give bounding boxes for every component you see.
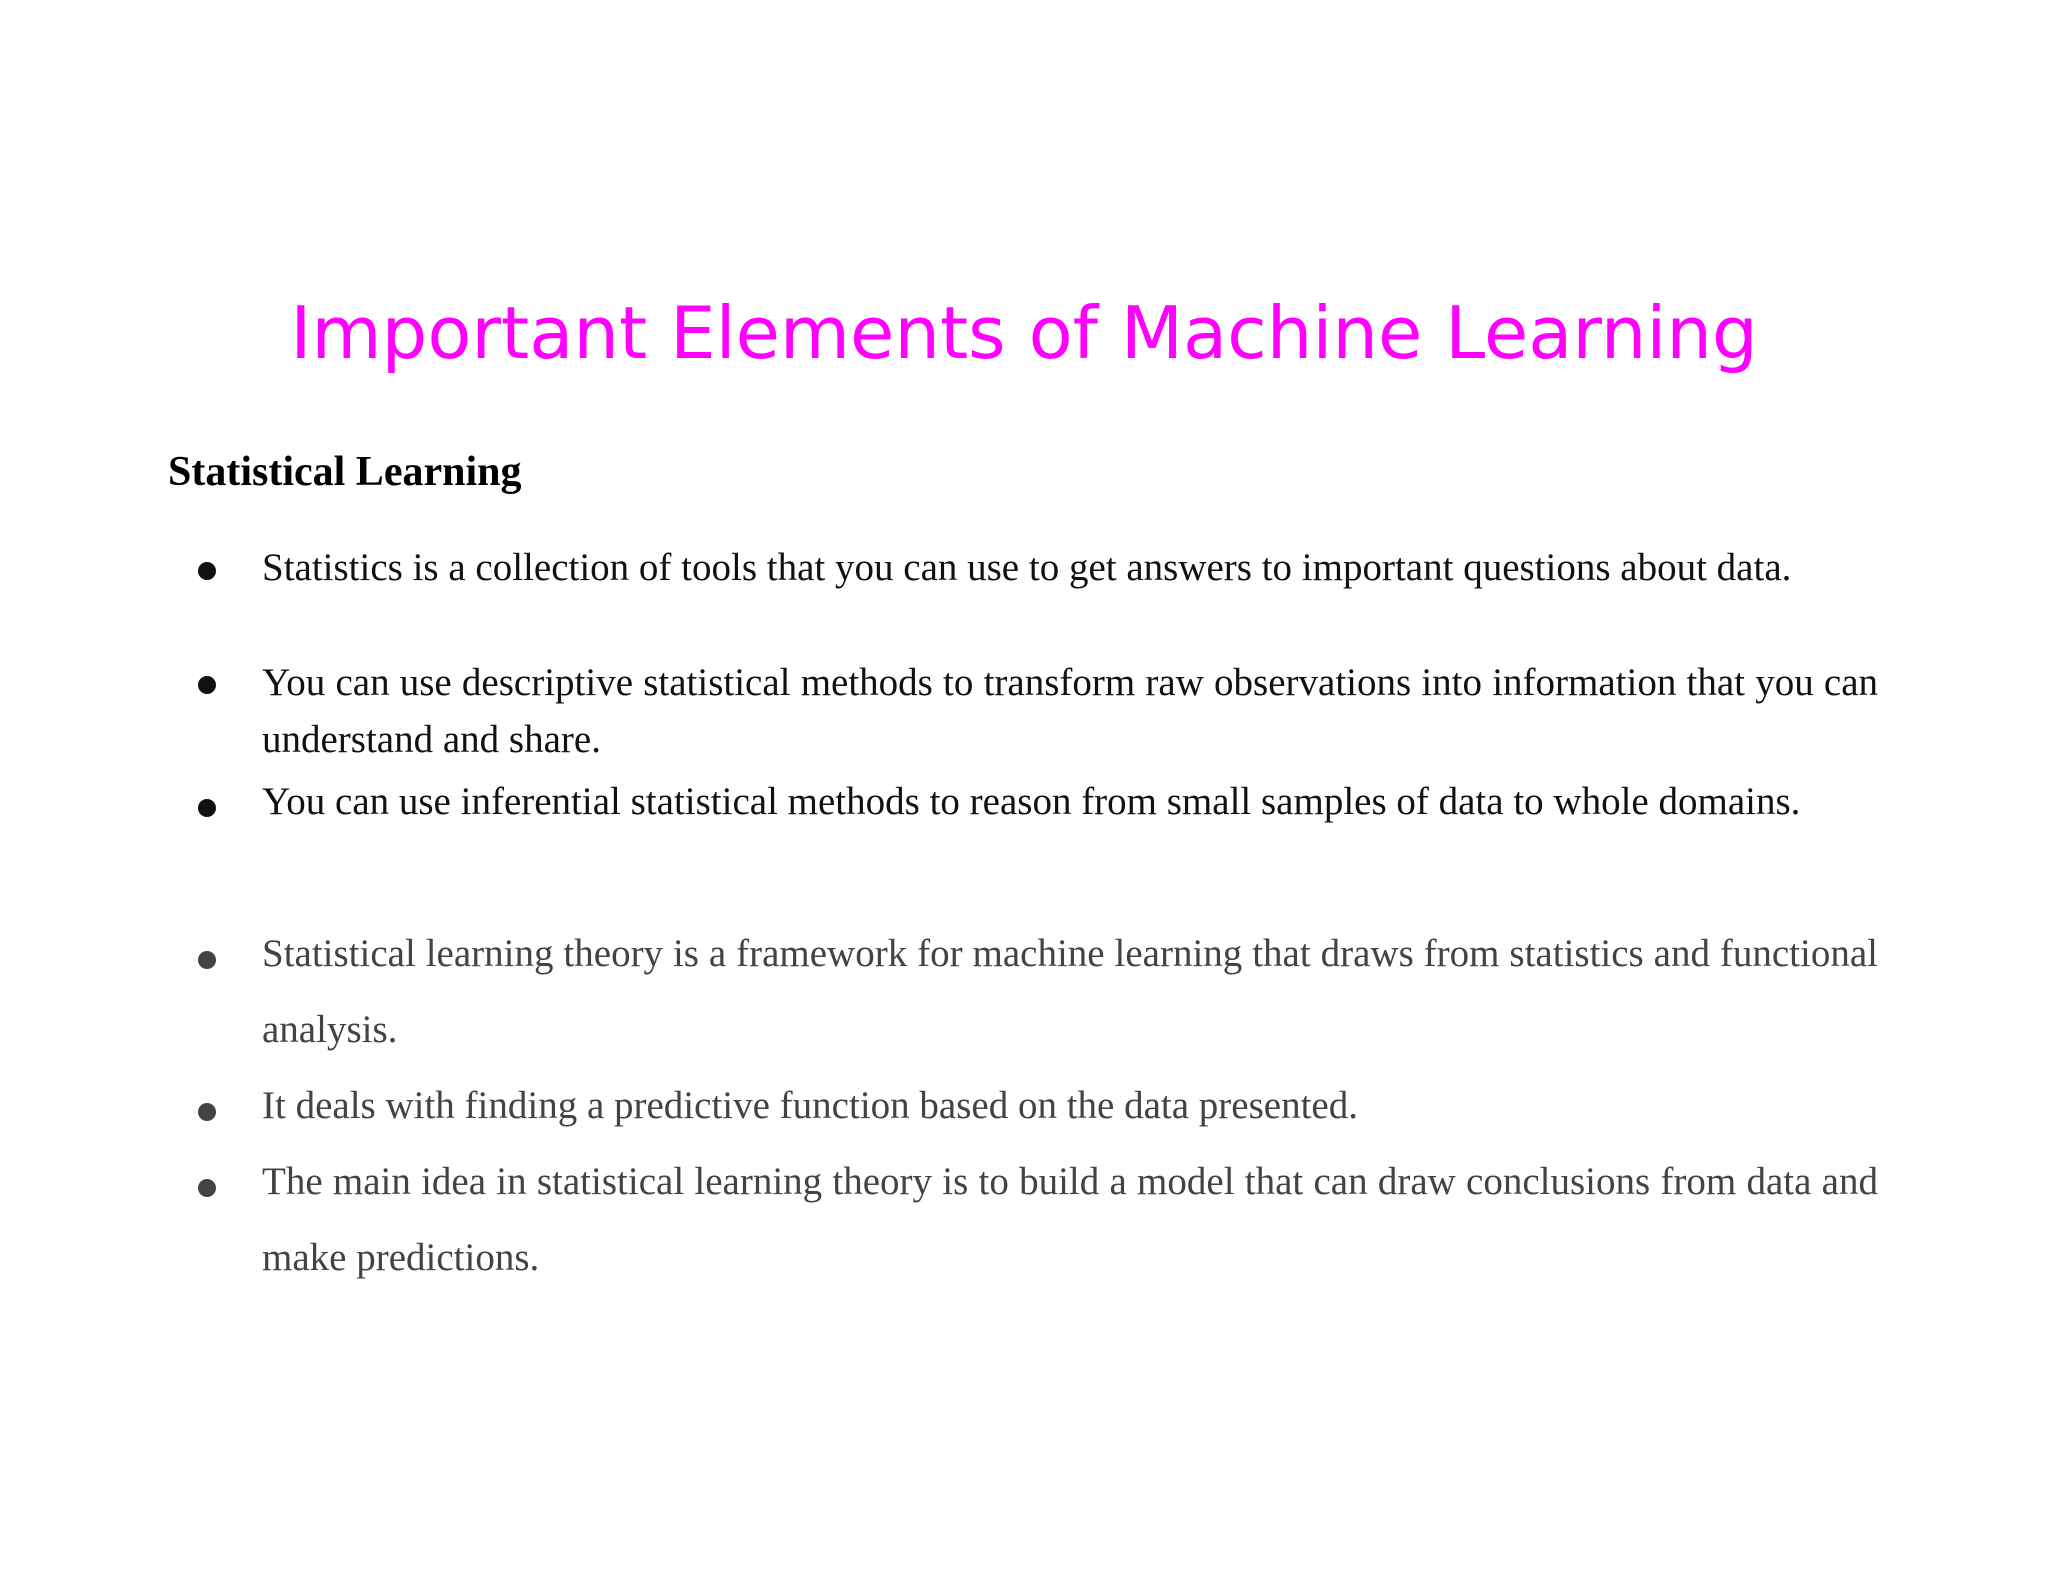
bullet-dot-icon (198, 1179, 216, 1197)
bullet-text: Statistical learning theory is a framework for machine learning that draws from statistics and functional analysis. (262, 932, 1878, 1051)
bullet-dot-icon (198, 562, 216, 580)
page-title: Important Elements of Machine Learning (290, 291, 1758, 375)
bullet-text: It deals with finding a predictive function based on the data presented. (262, 1084, 1358, 1127)
bullet-text: You can use descriptive statistical methods to transform raw observations into information that you can understand and share. (262, 661, 1878, 761)
bullet-dot-icon (198, 676, 216, 694)
bullet-text: The main idea in statistical learning theory is to build a model that can draw conclusions from data and make predictions. (262, 1160, 1878, 1279)
bullet-dot-icon (198, 951, 216, 969)
bullet-dot-icon (198, 1103, 216, 1121)
bullet-text: You can use inferential statistical methods to reason from small samples of data to whole domains. (262, 780, 1801, 823)
bullet-text: Statistics is a collection of tools that you can use to get answers to important questions about data. (262, 546, 1792, 589)
bullet-dot-icon (198, 799, 216, 817)
section-heading: Statistical Learning (168, 449, 522, 495)
